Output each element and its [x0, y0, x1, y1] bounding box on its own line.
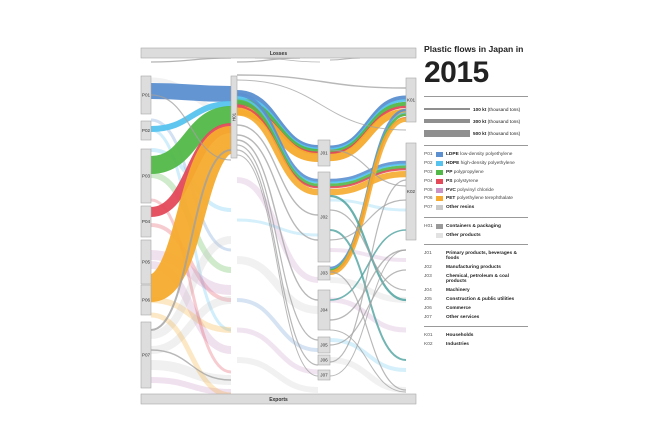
divider — [424, 96, 528, 97]
node-label-j06: J06 — [320, 357, 328, 363]
resin-item — [424, 196, 536, 201]
color-swatch — [436, 205, 443, 210]
resin-item — [424, 205, 536, 210]
sector-code: J07 — [424, 314, 432, 320]
sector-code: J02 — [424, 265, 432, 271]
node-label-p02: P02 — [141, 128, 151, 134]
sector-code: J06 — [424, 305, 432, 311]
product-name: Other products — [446, 232, 481, 238]
sector-item — [424, 265, 536, 270]
scale-item — [424, 115, 536, 127]
sector-item — [424, 288, 536, 293]
exports-label: Exports — [269, 397, 288, 403]
resin-code: P05 — [424, 187, 433, 193]
product-code: H01 — [424, 223, 433, 229]
sector-name: Chemical, petroleum & coal products — [446, 273, 509, 285]
node-label-p03: P03 — [141, 173, 151, 179]
node-label-j01: J01 — [320, 150, 328, 156]
resin-name: PVC — [446, 187, 456, 193]
scale-value: 100 kt — [473, 106, 487, 112]
scale-note: (thousand tons) — [487, 118, 521, 124]
resin-name: PET — [446, 196, 456, 202]
scale-item — [424, 103, 536, 115]
title-year: 2015 — [424, 56, 489, 89]
sector-name: Commerce — [446, 305, 471, 311]
resin-item — [424, 161, 536, 166]
sector-code: J01 — [424, 250, 432, 256]
node-label-p06: P06 — [141, 297, 151, 303]
sector-code: J04 — [424, 288, 432, 294]
resin-code: P04 — [424, 178, 433, 184]
title-line: Plastic flows in Japan in — [424, 44, 524, 54]
divider — [424, 326, 528, 327]
resin-desc: polyvinyl chloride — [457, 187, 494, 193]
resin-code: P07 — [424, 205, 433, 211]
node-label-h01: H01 — [231, 112, 237, 122]
consumer-code: K02 — [424, 341, 433, 347]
divider — [424, 145, 528, 146]
product-item — [424, 224, 536, 229]
resin-code: P03 — [424, 169, 433, 175]
sector-item — [424, 315, 536, 320]
node-label-j02: J02 — [320, 214, 328, 220]
resin-desc: polystyrene — [453, 178, 479, 184]
color-swatch — [436, 170, 443, 175]
sector-name: Manufacturing products — [446, 265, 501, 271]
divider — [424, 217, 528, 218]
sector-name: Primary products, beverages & foods — [446, 250, 517, 262]
resin-item — [424, 152, 536, 157]
loss-flow — [151, 58, 231, 62]
resin-name: LDPE — [446, 152, 459, 157]
scale-legend — [424, 103, 536, 139]
node-label-k01: K01 — [406, 97, 416, 103]
sector-name: Construction & public utilities — [446, 296, 515, 302]
sector-name: Machinery — [446, 288, 470, 294]
product-name: Containers & packaging — [446, 223, 501, 229]
consumer-legend — [424, 333, 536, 347]
resin-desc: polyethylene terephthalate — [456, 196, 513, 202]
consumer-name: Industries — [446, 341, 469, 347]
scale-note: (thousand tons) — [487, 130, 521, 136]
scale-line-500 — [424, 130, 470, 137]
sector-item — [424, 297, 536, 302]
color-swatch — [436, 179, 443, 184]
other-products-flow — [237, 330, 318, 372]
node-label-j03: J03 — [320, 270, 328, 276]
color-swatch — [436, 224, 443, 229]
scale-note: (thousand tons) — [487, 106, 521, 112]
sector-item — [424, 274, 536, 285]
sector-item — [424, 251, 536, 262]
product-item — [424, 233, 536, 238]
node-label-p04: P04 — [141, 219, 151, 225]
node-label-p05: P05 — [141, 259, 151, 265]
node-label-p07: P07 — [141, 352, 151, 358]
other-products-flow — [330, 300, 406, 330]
sector-code: J05 — [424, 296, 432, 302]
resin-code: P06 — [424, 196, 433, 202]
resin-desc: polypropylene — [453, 169, 484, 175]
color-swatch — [436, 161, 443, 166]
sector-legend — [424, 251, 536, 320]
node-label-j04: J04 — [320, 307, 328, 313]
other-products-flow — [237, 360, 318, 390]
consumer-item — [424, 342, 536, 347]
resin-name: PP — [446, 169, 453, 175]
resin-legend — [424, 152, 536, 211]
flow-link — [330, 180, 406, 362]
node-label-k02: K02 — [406, 189, 416, 195]
scale-value: 300 kt — [473, 118, 487, 124]
sector-code: J03 — [424, 273, 432, 279]
sector-item — [424, 306, 536, 311]
losses-label: Losses — [269, 51, 288, 57]
resin-name: HDPE — [446, 160, 460, 166]
resin-name: Other resins — [446, 205, 475, 211]
color-swatch — [436, 152, 443, 157]
resin-desc: high-density polyethylene — [460, 160, 515, 166]
node-label-j07: J07 — [320, 372, 328, 378]
sector-name: Other services — [446, 314, 480, 320]
resin-name: PS — [446, 178, 453, 184]
consumer-item — [424, 333, 536, 338]
scale-line-300 — [424, 119, 470, 123]
resin-item — [424, 170, 536, 175]
resin-flow — [151, 91, 231, 94]
consumer-name: Households — [446, 333, 474, 339]
resin-desc: low-density polyethylene — [460, 152, 513, 157]
color-swatch — [436, 233, 443, 238]
scale-item — [424, 127, 536, 139]
resin-item — [424, 188, 536, 193]
resin-code: P02 — [424, 160, 433, 166]
node-label-j05: J05 — [320, 342, 328, 348]
scale-line-100 — [424, 108, 470, 109]
consumer-code: K01 — [424, 333, 433, 339]
legend-panel — [424, 44, 536, 351]
flow-links — [151, 58, 406, 395]
resin-code: P01 — [424, 152, 433, 157]
product-legend — [424, 224, 536, 238]
divider — [424, 244, 528, 245]
node-label-p01: P01 — [141, 92, 151, 98]
scale-value: 500 kt — [473, 130, 487, 136]
color-swatch — [436, 196, 443, 201]
resin-item — [424, 179, 536, 184]
color-swatch — [436, 188, 443, 193]
